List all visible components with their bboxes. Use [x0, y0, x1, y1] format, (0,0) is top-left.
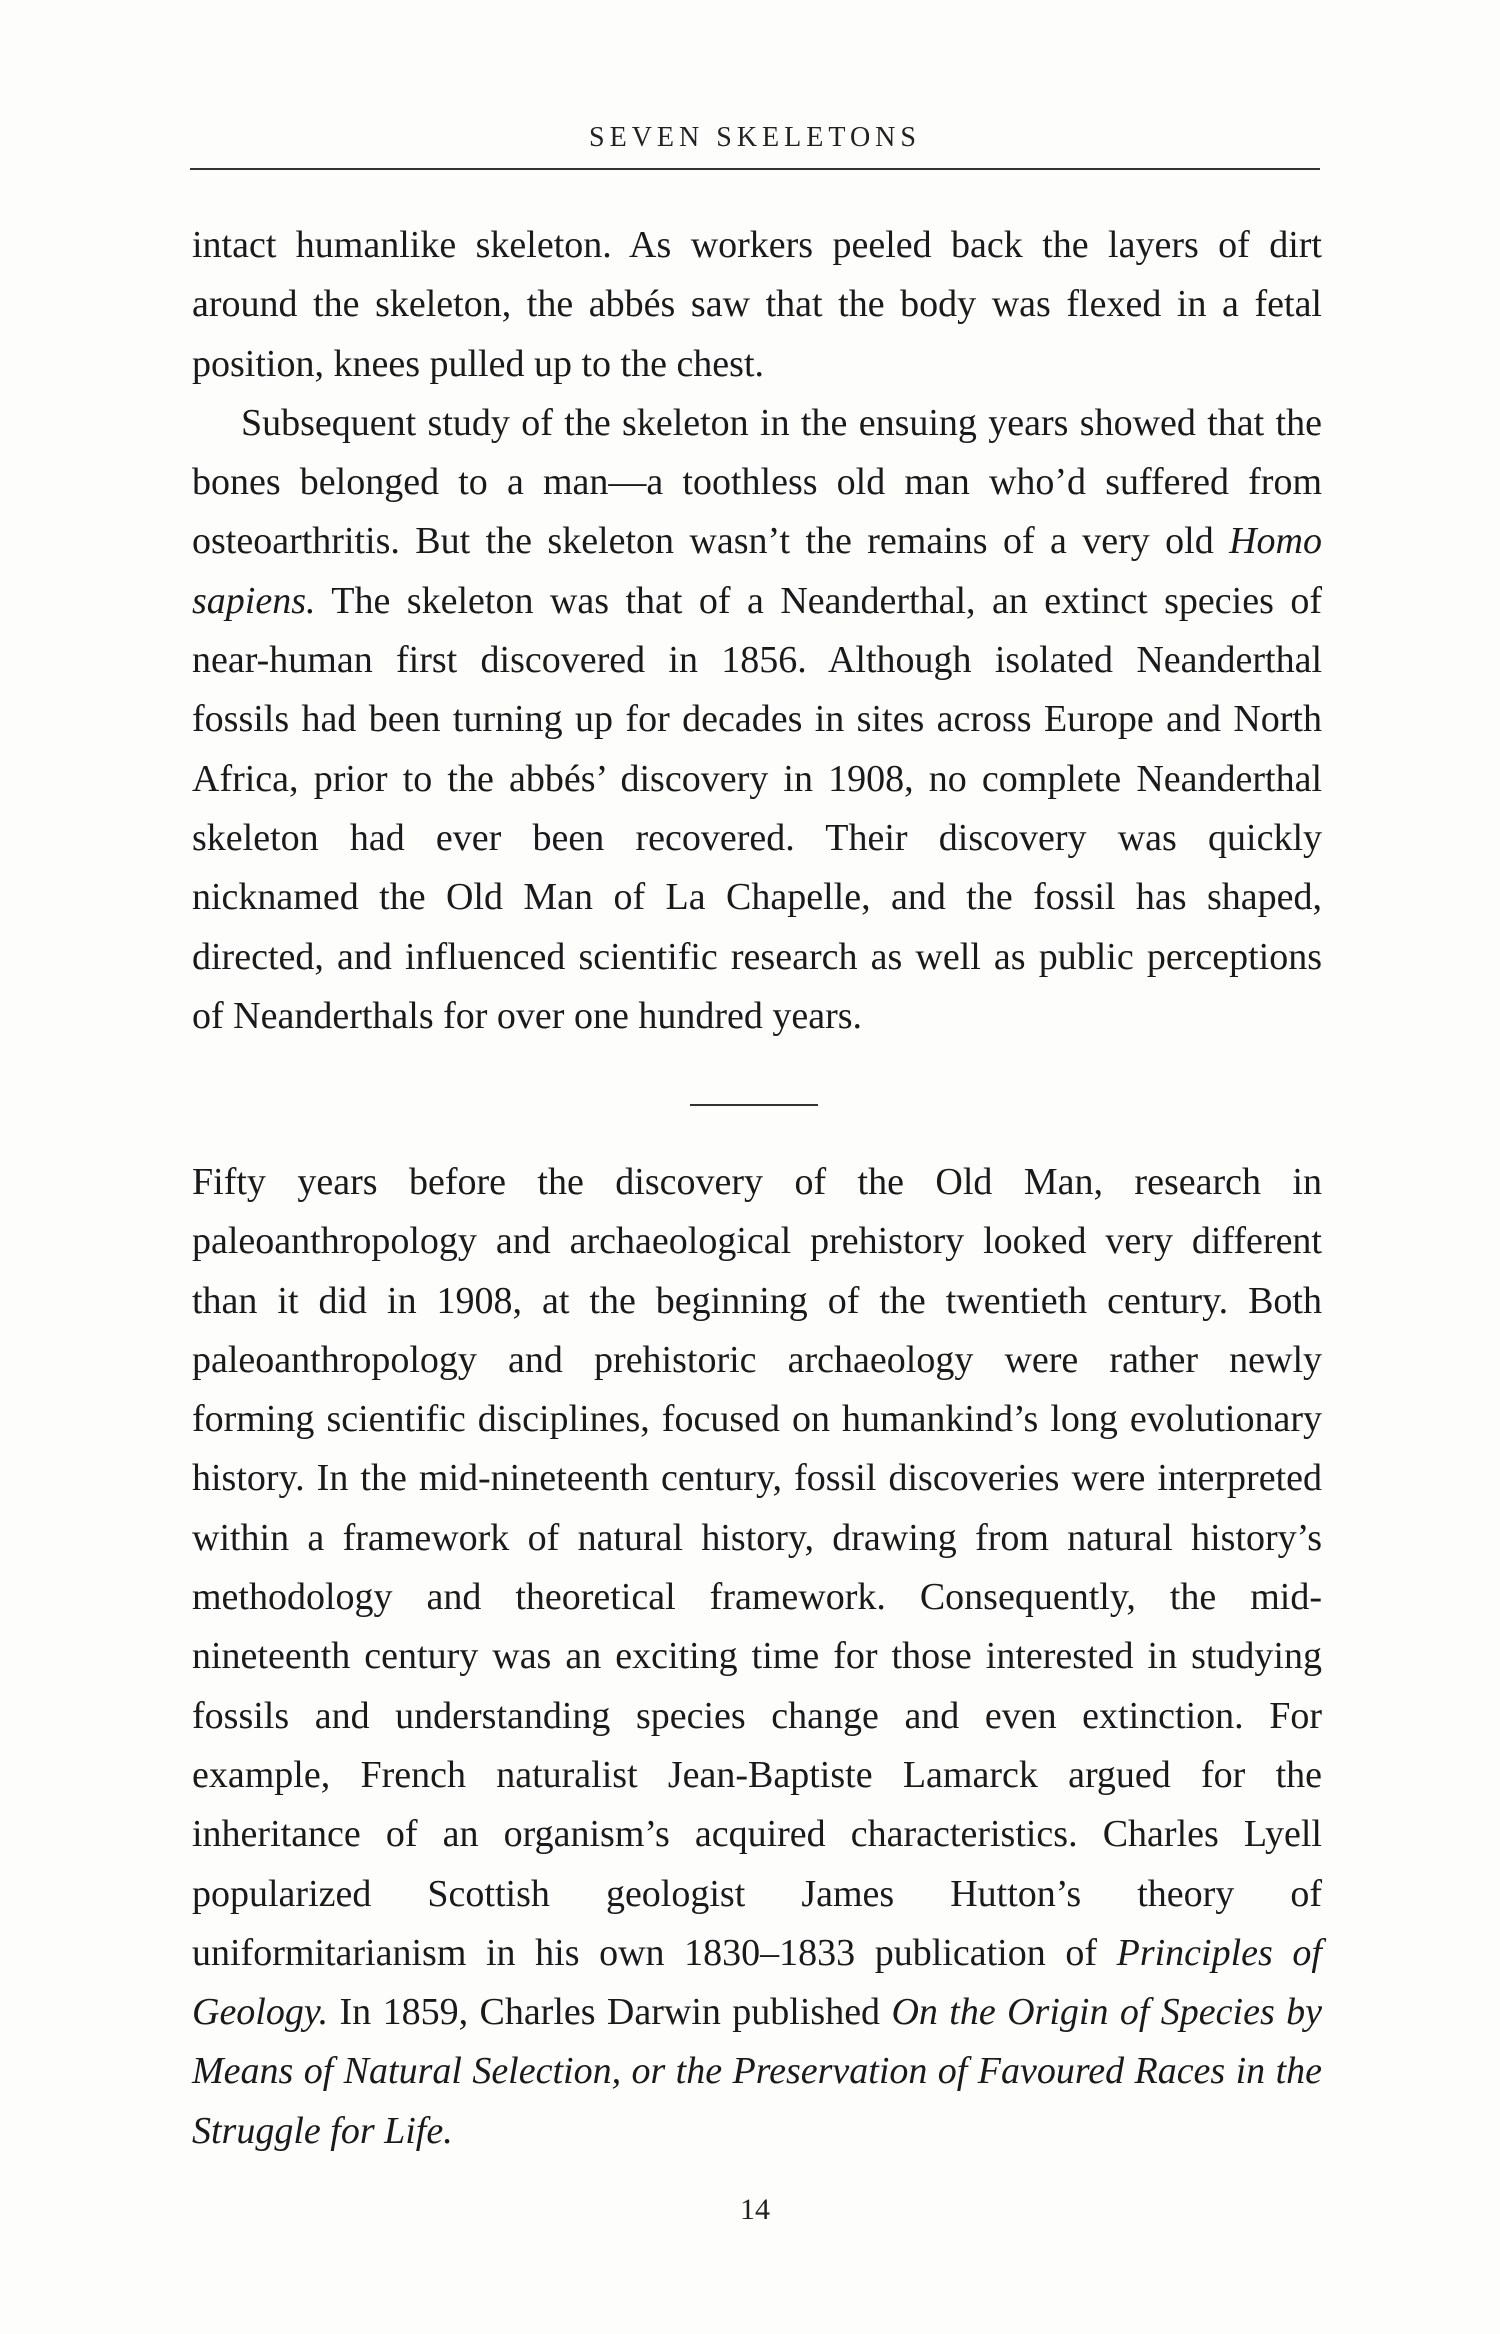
running-head: SEVEN SKELETONS — [589, 122, 921, 153]
paragraph-2-text-b: The skeleton was that of a Neanderthal, an extinct species of near-human first discovered in 1856. Although isolated Neanderthal fossils had been turning up for decades in sites across Europe and North Africa, prior to the abbés’ discovery in 1908, no complete Neanderthal skeleton had ever been recovered. Their discovery was quickly nicknamed the Old Man of La Chapelle, and the fossil has shaped, directed, and influenced scientific research as well as public perceptions of Neanderthals for over one hundred years. — [192, 579, 1322, 1037]
header-rule — [190, 168, 1320, 170]
page-number: 14 — [740, 2193, 770, 2226]
paragraph-3-text-a: Fifty years before the discovery of the Old Man, research in paleoanthropology and archaeological prehistory looked very different than it did in 1908, at the beginning of the twentieth century. Both paleoanthropology and prehistoric archaeology were rather newly forming scientific disciplines, focused on humankind’s long evolutionary history. In the mid-nineteenth century, fossil discoveries were interpreted within a framework of natural history, drawing from natural history’s methodology and theoretical framework. Consequently, the mid-nineteenth century was an exciting time for those interested in studying fossils and understanding species change and even extinction. For example, French naturalist Jean-Baptiste Lamarck argued for the inheritance of an organism’s acquired characteristics. Charles Lyell popularized Scottish geologist James Hutton’s theory of uniformitarianism in his own 1830–1833 publication of — [192, 1161, 1322, 1974]
paragraph-2-italic-species: Homo sapiens. — [192, 520, 1322, 622]
text-block-bottom — [192, 1153, 1322, 2161]
section-break-rule — [690, 1104, 818, 1106]
paragraph-3-text-b: In 1859, Charles Darwin published — [328, 1991, 892, 2034]
paragraph-1: intact humanlike skeleton. As workers peeled back the layers of dirt around the skeleton, the abbés saw that the body was flexed in a fetal position, knees pulled up to the chest. — [192, 224, 1322, 385]
paragraph-3-italic-origin: On the Origin of Species by Means of Natural Selection, or the Preservation of Favoured Races in the Struggle for Life. — [192, 1991, 1322, 2152]
text-block-top — [192, 216, 1322, 1046]
paragraph-2-text-a: Subsequent study of the skeleton in the ensuing years showed that the bones belonged to a man—a toothless old man who’d suffered from osteoarthritis. But the skeleton wasn’t the remains of a very old — [192, 401, 1322, 563]
paragraph-2 — [192, 394, 1322, 1046]
paragraph-3-italic-geology: Principles of Geology. — [192, 1931, 1322, 2034]
paragraph-3 — [192, 1153, 1322, 2161]
